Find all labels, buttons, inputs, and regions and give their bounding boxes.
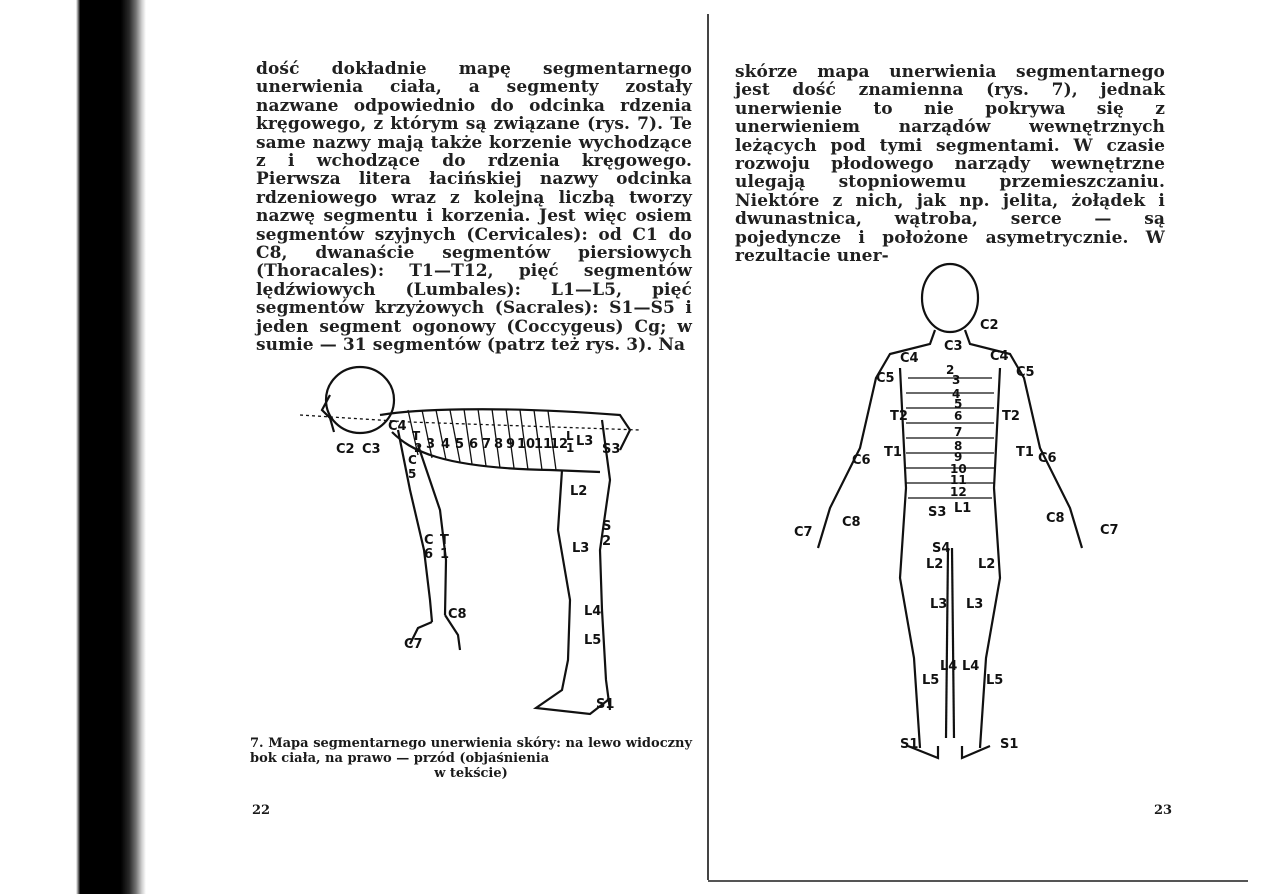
front-label-t-3: 3	[952, 373, 961, 387]
side-label-2b: 2	[602, 534, 612, 549]
front-label-l5-right: L5	[986, 673, 1004, 688]
side-label-3: 3	[426, 437, 436, 452]
page-gutter	[707, 14, 709, 880]
side-label-4: 4	[441, 437, 451, 452]
side-label-l4: L4	[584, 604, 602, 619]
side-label-7: 7	[482, 437, 492, 452]
side-label-5b: 5	[408, 467, 417, 481]
front-label-c5-left: C5	[876, 371, 895, 386]
side-label-l3-top: L3	[576, 434, 594, 449]
side-label-6: 6	[469, 437, 479, 452]
front-label-s1-right: S1	[1000, 737, 1019, 752]
side-label-11: 11	[534, 437, 553, 452]
front-label-s3: S3	[928, 505, 947, 520]
front-label-s1-left: S1	[900, 737, 919, 752]
side-label-c7: C7	[404, 637, 423, 652]
side-label-c4: C4	[388, 419, 407, 434]
front-label-t-5: 5	[954, 397, 963, 411]
right-page-text: skórze mapa unerwienia segmentarnego jest dość znamienna (rys. 7), jednak unerwienie to nie pokrywa się z unerwieniem narządów wewnętrznych leżących pod tymi segmentami. W czasie rozwoju płodowego narządy wewnętrzne ulegają stopniowemu przemieszczaniu. Niektóre z nich, jak np. jelita, żołądek i dwunastnica, wątroba, serce — są pojedyncze i położone asymetrycznie. W rezultacie uner-	[735, 62, 1165, 267]
side-view-dermatome-figure	[300, 360, 680, 730]
front-label-c3: C3	[944, 339, 963, 354]
front-label-t-10: 10	[950, 462, 967, 476]
side-label-8: 8	[494, 437, 504, 452]
side-label-6: 6	[424, 547, 434, 562]
front-label-t-6: 6	[954, 409, 963, 423]
front-label-c4-left: C4	[900, 351, 919, 366]
front-label-t-12: 12	[950, 485, 967, 499]
front-label-c6-right: C6	[1038, 451, 1057, 466]
front-label-c7-left: C7	[794, 525, 813, 540]
front-label-l3-right: L3	[966, 597, 984, 612]
side-label-9: 9	[506, 437, 516, 452]
front-label-t-9: 9	[954, 450, 963, 464]
front-label-t1-right: T1	[1016, 445, 1034, 460]
front-label-l2-left: L2	[926, 557, 944, 572]
left-page-text: dość dokładnie mapę segmentarnego unerwienia ciała, a segmenty zostały nazwane odpowiednio do odcinka rdzenia kręgowego, z którym są związane (rys. 7). Te same nazwy mają także korzenie wychodzące z i wchodzące do rdzenia kręgowego. Pierwsza litera łacińskiej nazwy odcinka rdzeniowego wraz z kolejną liczbą tworzy nazwę segmentu i korzenia. Jest więc osiem segmentów szyjnych (Cervicales): od C1 do C8, dwanaście segmentów piersiowych (Thoracales): T1—T12, pięć segmentów lędźwiowych (Lumbales): L1—L5, pięć segmentów krzyżowych (Sacrales): S1—S5 i jeden segment ogonowy (Coccygeus) Cg; w sumie — 31 segmentów (patrz też rys. 3). Na	[256, 59, 692, 356]
side-label-c-arm: C	[424, 533, 434, 548]
side-label-s1: S1	[596, 697, 615, 712]
side-label-c3: C3	[362, 442, 381, 457]
front-label-s4: S4	[932, 541, 951, 556]
front-label-t2-right: T2	[1002, 409, 1020, 424]
side-label-1b: 1	[440, 547, 450, 562]
side-label-10: 10	[517, 437, 536, 452]
side-label-12: 12	[550, 437, 569, 452]
side-label-t: T	[412, 429, 421, 443]
front-label-l3-left: L3	[930, 597, 948, 612]
side-label-t-arm: T	[440, 533, 449, 548]
front-label-l2-right: L2	[978, 557, 996, 572]
front-label-c7-right: C7	[1100, 523, 1119, 538]
front-label-l4-right: L4	[962, 659, 980, 674]
side-label-c: C	[408, 453, 417, 467]
side-label-l3: L3	[572, 541, 590, 556]
side-label-c2: C2	[336, 442, 355, 457]
front-view-dermatome-figure	[790, 258, 1150, 778]
book-spine-shadow	[76, 0, 146, 894]
front-label-t-11: 11	[950, 473, 967, 487]
side-label-l: L	[566, 429, 574, 443]
side-label-l5: L5	[584, 633, 602, 648]
side-label-s: S	[602, 519, 612, 534]
front-label-c6-left: C6	[852, 453, 871, 468]
front-label-t1-left: T1	[884, 445, 902, 460]
front-label-l1: L1	[954, 501, 972, 516]
side-label-1: 1	[566, 441, 575, 455]
right-page-number: 23	[1154, 803, 1173, 818]
figure-caption	[250, 736, 692, 781]
left-page-number: 22	[252, 803, 271, 818]
side-label-5: 5	[455, 437, 465, 452]
front-label-c8-right: C8	[1046, 511, 1065, 526]
figure-caption-text: 7. Mapa segmentarnego unerwienia skóry: na lewo widoczny bok ciała, na prawo — przód (objaśnienia	[250, 736, 692, 766]
side-label-2: 2	[414, 441, 423, 455]
front-label-t-2: 2	[946, 363, 955, 377]
side-label-c8: C8	[448, 607, 467, 622]
front-label-t-7: 7	[954, 425, 963, 439]
side-label-s3: S3	[602, 442, 621, 457]
front-label-t2-left: T2	[890, 409, 908, 424]
figure-caption-end: w tekście)	[434, 766, 508, 781]
side-label-l2: L2	[570, 484, 588, 499]
page-bottom-edge	[708, 880, 1248, 882]
front-label-l5-left: L5	[922, 673, 940, 688]
front-label-l4-left: L4	[940, 659, 958, 674]
front-label-t-4: 4	[952, 387, 961, 401]
front-label-c5-right: C5	[1016, 365, 1035, 380]
front-label-c2: C2	[980, 318, 999, 333]
front-label-c4-right: C4	[990, 349, 1009, 364]
front-label-t-8: 8	[954, 439, 963, 453]
front-label-c8-left: C8	[842, 515, 861, 530]
